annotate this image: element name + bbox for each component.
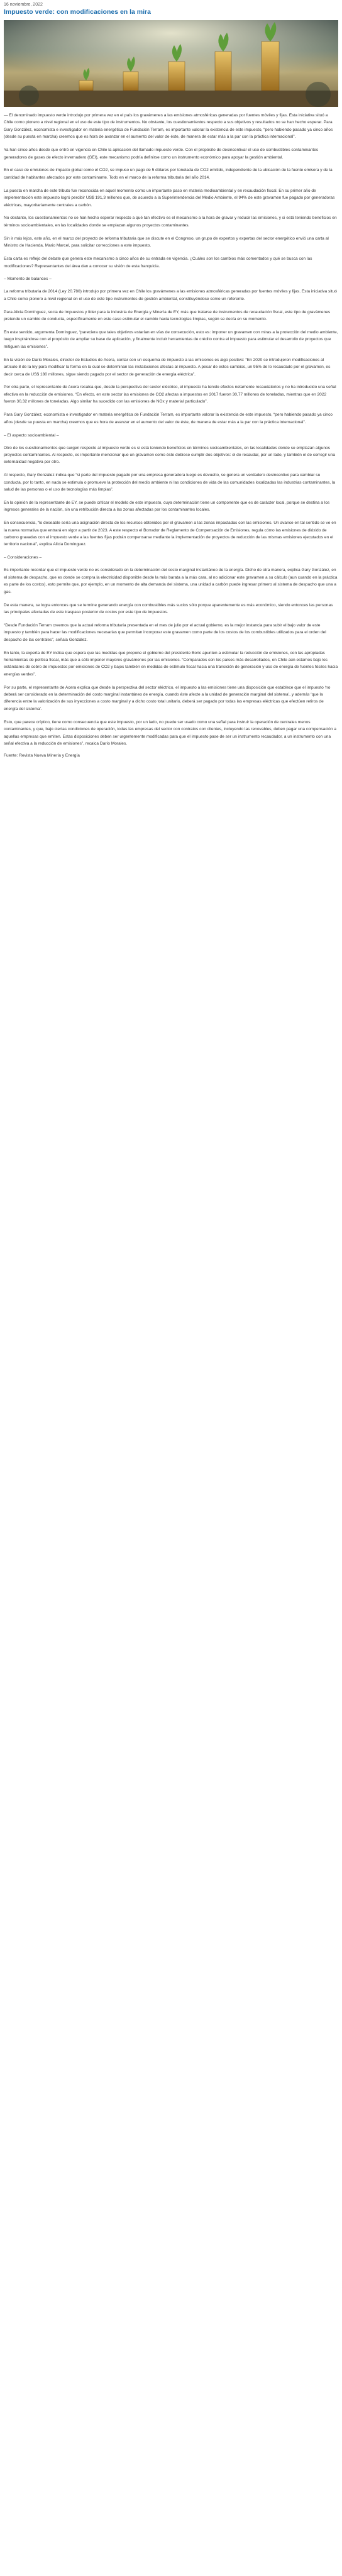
article-paragraph: En la visión de Darío Morales, director de Estudios de Acera, contar con un esquema de impuesto a las emisiones es algo positivo: “En 2020 se introdujeron modificaciones al artículo 8 de la ley para modificar la forma en la cual se determinan las instalaciones afectas al impuesto. A pesar de estos cambios, un 95% de lo recaudado por el gravamen, es decir cerca de US$ 180 millones, sigue siendo pagado por el sector de generación de energía eléctrica”.	[4, 357, 331, 377]
article-paragraph: Ya han cinco años desde que entró en vigencia en Chile la aplicación del llamado impuesto verde. Con el propósito de desincentivar el uso de combustibles contaminantes generadores de gases de efecto invernadero (GEI), este mecanismo podría definirse como un instrumento económico para apoyar la gestión ambiental.	[4, 148, 319, 160]
article-paragraph: Sin ir más lejos, este año, en el marco del proyecto de reforma tributaria que se discute en el Congreso, un grupo de expertos y expertas del sector energético envió una carta al Ministro de Hacienda, Mario Marcel, para solicitar correcciones a este impuesto.	[4, 236, 329, 248]
article-date: 16 noviembre, 2022	[4, 3, 43, 7]
article-paragraph: — El denominado impuesto verde introdujo por primera vez en el país los gravámenes a las emisiones atmosféricas generadas por fuentes móviles y fijas. Esta iniciativa situó a Chile como pionero a nivel regional en el uso de este tipo de instrumentos. No obstante, los cuestionamientos respecto a sus objetivos y resultados no se han hecho esperar. Para Gary González, economista e investigador en materia energética de Fundación Terram, es importante valorar la existencia de este impuesto, “pero habiendo pasado ya cinco años (desde su puesta en marcha) creemos que es hora de avanzar en el aumento del valor de éste, de manera de estar más a la par con la práctica internacional”.	[4, 113, 333, 140]
article-paragraph: En este sentido, argumenta Domínguez, “pareciera que tales objetivos estarían en vías de consecución, esto es: imponer un gravamen con miras a la protección del medio ambiente, luego inspirándose con el propósito de ampliar su base de aplicación, y finalmente incluir herramientas de crédito contra el impuesto para estimular el desarrollo de proyectos que mitiguen las emisiones”.	[4, 330, 338, 349]
article-paragraph: La puesta en marcha de este tributo fue reconocida en aquel momento como un importante paso en materia medioambiental y en recaudación fiscal. En su primer año de implementación este impuesto logró percibir US$ 191,3 millones que, de acuerdo a la Superintendencia del Medio Ambiente, el 94% de este gravamen fue pagado por generadoras eléctricas, mayoritariamente centrales a carbón.	[4, 188, 335, 208]
article-paragraph: En tanto, la experta de EY indica que espera que las medidas que propone el gobierno del presidente Boric apunten a estimular la reducción de emisiones, con las apropiadas herramientas de política fiscal, más que a sólo imponer mayores gravámenes por las emisiones. “Comparados con los países más desarrollados, en Chile aún estamos bajo los estándares de cobro de impuestos por emisiones de CO2 y bajos también en medidas de estímulo fiscal hacia una transición de generación y uso de energía de fuentes fósiles hacia energías verdes”.	[4, 650, 338, 677]
article-paragraph: En consecuencia, “lo deseable sería una asignación directa de los recursos obtenidos por el gravamen a las zonas impactadas con las emisiones. Un avance en tal sentido se ve en la nueva normativa que entrará en vigor a partir de 2023. A este respecto el Borrador de Reglamento de Compensación de Emisiones, regula cómo las emisiones de dióxido de carbono gravadas con el impuesto verde a las fuentes fijas podrán compensarse mediante la implementación de proyectos de reducción de las mismas emisiones ejecutados en el territorio nacional”, explica Alicia Domínguez.	[4, 521, 336, 547]
article-paragraph: Otro de los cuestionamientos que surgen respecto al impuesto verde es si está teniendo beneficios en términos socioambientales, en las localidades donde se emplazan algunos proyectos contaminantes. Al respecto, es importante mencionar que un gravamen como éste debiese cumplir dos objetivos: el de recaudar, por un lado, y también el de corregir una externalidad negativa por otro.	[4, 445, 336, 465]
section-heading: – Momento de balances –	[4, 277, 52, 282]
section-heading: – Consideraciones –	[4, 555, 42, 560]
article-paragraph: “Desde Fundación Terram creemos que la actual reforma tributaria presentada en el mes de julio por el actual gobierno, es la mejor instancia para subir el bajo valor de este impuesto y también para hacer las modificaciones necesarias que permitan incorporar este gravamen como parte de los costos de los combustibles utilizados para el orden del despacho de las centrales”, señala González.	[4, 623, 326, 642]
article-source: Fuente: Revista Nueva Minería y Energía	[4, 753, 80, 758]
article-paragraph: En el caso de emisiones de impacto global como el CO2, se impuso un pago de 5 dólares por tonelada de CO2 emitido, independiente de la ubicación de la fuente emisora y de la cantidad de habitantes afectados por este contaminante. Todo en el marco de la reforma tributaria del año 2014.	[4, 168, 333, 180]
article-paragraph: Para Gary González, economista e investigador en materia energética de Fundación Terram, es importante valorar la existencia de este impuesto, “pero habiendo pasado ya cinco años (desde su puesta en marcha) creemos que es hora de avanzar en el aumento del valor de éste, de manera de estar más a la par con la práctica internacional”.	[4, 413, 333, 425]
coins-and-plants-illustration	[4, 20, 338, 107]
article-paragraph: Es importante recordar que el impuesto verde no es considerado en la determinación del costo marginal instantáneo de la energía. Dicho de otra manera, explica Gary González, en el sistema de despacho, que es donde se compra la electricidad disponible desde la más barata a la más cara, al no adicionar este gravamen a su cálculo (aun cuando en la práctica es parte de los costos), esto permite que, por ejemplo, en un momento de alta demanda del sistema, una unidad a carbón puede ingresar primero al sistema de despacho que una a gas.	[4, 568, 338, 594]
article-paragraph: Por otra parte, el representante de Acera recalca que, desde la perspectiva del sector eléctrico, el impuesto ha tenido efectos netamente recaudatorios y no ha introducido una señal efectiva en la reducción de emisiones. “En efecto, en este sector las emisiones de CO2 afectas a impuestos en 2017 fueron 30,77 millones de toneladas, mientras que en 2022 fueron 30,32 millones de toneladas. Algo similar ha sucedido con las emisiones de NOx y material particulado”.	[4, 385, 336, 404]
article-paragraph: No obstante, los cuestionamientos no se han hecho esperar respecto a qué tan efectivo es el mecanismo a la hora de gravar y reducir las emisiones, y si está teniendo beneficios en términos socioambientales, en las localidades donde se emplazan algunos proyectos contaminantes.	[4, 216, 337, 228]
article-paragraph: Al respecto, Gary González indica que “si parte del impuesto pagado por una empresa generadora luego es devuelto, se genera un verdadero desincentivo para cambiar su conducta, por lo tanto, en nada se estimula o promueve la protección del medio ambiente ni las condiciones de vida de las comunidades localizadas las industrias contaminantes, la salud de las personas o el uso de tecnologías más limpias”.	[4, 473, 336, 492]
article-title[interactable]: Impuesto verde: con modificaciones en la mira	[4, 8, 151, 16]
page	[0, 0, 342, 758]
section-heading: – El aspecto socioambiental –	[4, 433, 59, 438]
article-paragraph: En la opinión de la representante de EY, se puede criticar el modelo de este impuesto, cuya determinación tiene un componente que es de carácter local, porque se destina a los ingresos generales de la nación, sin una retribución directa a las zonas afectadas por los contaminantes locales.	[4, 500, 330, 513]
coins-and-plants-image	[4, 20, 338, 107]
article-paragraph: De esta manera, se logra entonces que se termine generando energía con combustibles más sucios sólo porque aparentemente es más económico, siendo entonces las personas las principales afectadas de este traspaso posterior de costos por este tipo de impuestos.	[4, 602, 333, 614]
article-paragraph: Esta carta es reflejo del debate que genera este mecanismo a cinco años de su entrada en vigencia. ¿Cuáles son los cambios más comentados y qué se busca con las modificaciones? Representantes del área dan a conocer su visión de esta franquicia.	[4, 257, 312, 269]
article-paragraph: Esto, que parece críptico, tiene como consecuencia que este impuesto, por un lado, no puede ser usado como una señal para instruir la operación de centrales menos contaminantes, y que, bajo ciertas condiciones de operación, todas las empresas del sector con contratos con clientes, incluyendo las renovables, deben pagar una compensación a aquellas empresas que emiten. Estas disposiciones deben ser urgentemente modificadas para que el impuesto pase de ser un instrumento recaudador, a un instrumento con una señal efectiva a la reducción de emisiones”, recalca Darío Morales.	[4, 719, 336, 746]
article-paragraph: Para Alicia Domínguez, socia de Impuestos y líder para la industria de Energía y Minería de EY, más que tratarse de instrumentos de recaudación fiscal, este tipo de gravámenes pretende un cambio de conducta, específicamente en este caso estimular el cambio hacia tecnologías limpias, según se decía en su momento.	[4, 309, 331, 322]
article-paragraph: Por su parte, el representante de Acera explica que desde la perspectiva del sector eléctrico, el impuesto a las emisiones tiene una disposición que establece que el impuesto ‘no deberá ser considerado en la determinación del costo marginal instantáneo de energía, cuando éste afecte a la unidad de generación marginal del sistema’, y además ‘que la diferencia entre la valorización de sus inyecciones a costo marginal y a dicho costo total unitario, deberá ser pagado por todas las empresas eléctricas que efectúen retiros de energía del sistema’.	[4, 685, 331, 711]
article-body	[4, 112, 338, 747]
article-paragraph: La reforma tributaria de 2014 (Ley 20.780) introdujo por primera vez en Chile los gravámenes a las emisiones atmosféricas generadas por fuentes móviles y fijas. Esta iniciativa situó a Chile como pionero a nivel regional en el uso de este tipo instrumentos de gestión ambiental, constituyéndose como un referente.	[4, 289, 337, 301]
